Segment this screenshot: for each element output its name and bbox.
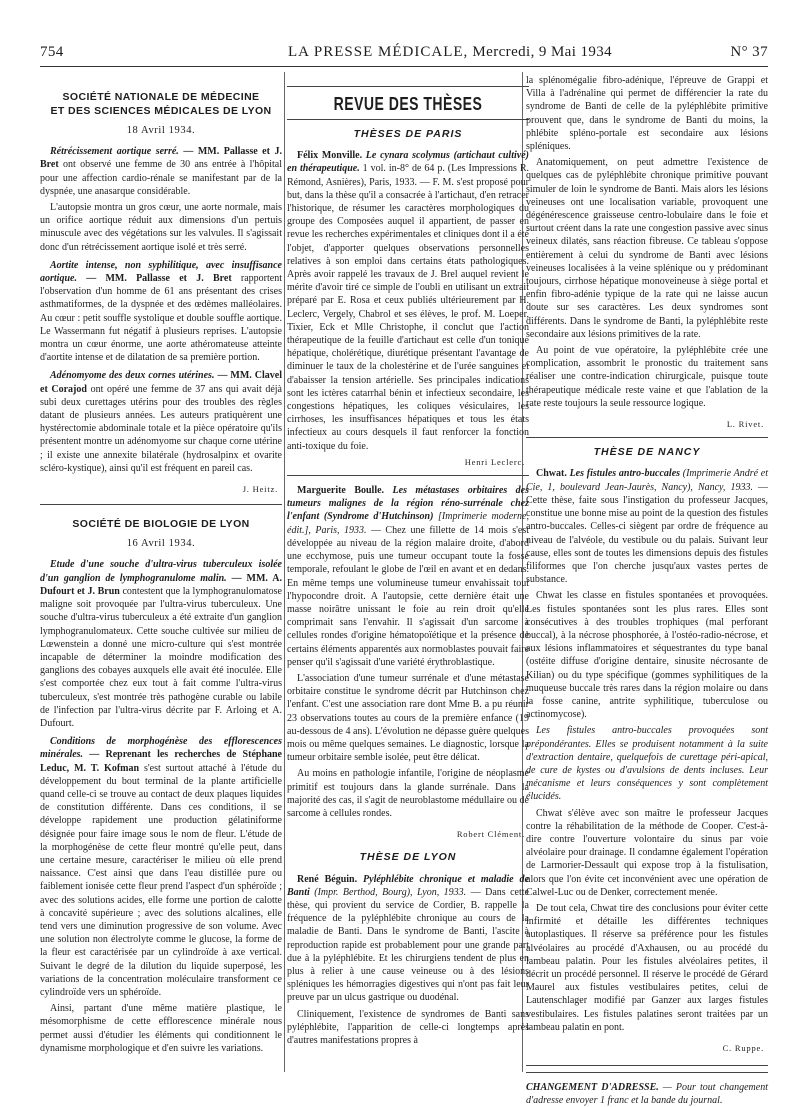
thesis-review: Marguerite Boulle. Les métastases orbitaires des tumeurs malignes de la région réno-surrénale chez l'enfant (Syndrome d'Hutchinson) [Imprimerie moderne, édit.], Paris, 1933. — Chez une fillette de 14 mois s'est développée au niveau de la région malaire droite, d'abord une ecchymose, puis une tumeur occupant toute la fosse temporale, refoulant le globe de l'œil en avant et en dedans. En même temps une volumineuse tumeur envahissait tout l'hypocondre droit. A l'autopsie, cette dernière était une masse noirâtre unissant le foie au rein droit qu'elle comprimait sans l'envahir. Il s'agissait d'un sarcome à cellules rondes d'origine hématopoïétique et la présence de certains éléments apparentés aux normoblastes pouvait faire penser qu'il s'agissait d'une variété érythroblastique. <box>287 485 530 668</box>
paragraph: L'autopsie montra un gros cœur, une aorte normale, mais un orifice aortique réduit aux dimensions d'un pertuis minuscule avec des végétations sur les valvules. Il s'agissait donc d'un rétrécissement aortique isolé et très serré. <box>40 202 282 253</box>
society-date: 18 Avril 1934. <box>126 125 196 136</box>
heading-rule-top <box>287 86 529 87</box>
paragraph: Anatomiquement, on peut admettre l'existence de quelques cas de pyléphlébite chronique primitive pouvant simuler de loin le syndrome de Banti. Mais alors les lésions veineuses ont une localisation variable, provoquent une dégénérescence graisseuse centro-lobulaire dans le foie et surtout créent dans la rate une congestion passive avec sinus veineux dilatés, sans réaction fibreuse. Ce tableau s'oppose entièrement à celui du syndrome de Banti avec lésions veineuses localisées à la veine splénique ou y prédominant toujours, cirrhose hépatique monoveineuse à siège portal et enfin fibro-adénie typique de la rate qui ne laisse aucun doute sur ses caractères. Les deux syndromes sont différents. Dans le syndrome de Banti, la pyléphlébite reste secondaire aux lésions primitives de la rate. <box>526 157 768 340</box>
review-divider <box>287 475 529 476</box>
paragraph: Ainsi, partant d'une même matière plastique, le mésomorphisme de cette efflorescence minérale nous permet aussi d'étudier les éléments qui conditionnent le dynamisme morphologique et d'en suivre les variations. <box>40 1003 282 1054</box>
notice-divider <box>526 1072 768 1073</box>
subheading-lyon: THÈSE DE LYON <box>359 851 457 864</box>
column-right <box>526 72 769 1107</box>
paragraph: Chwat s'élève avec son maître le professeur Jacques contre la réhabilitation de la méthode de Cooper. C'est-à-dire contre l'ouverture volontaire du sinus par voie alvéolaire pour drainage. Il condamne également l'opération de Larmorier-Dessault qui expose trop à la fistulisation, alors que l'on évite cet inconvénient avec une opération de Calwel-Luc ou de Denker, correctement menée. <box>526 807 768 898</box>
signature: J. Heitz. <box>242 484 278 495</box>
article: Conditions de morphogénèse des efflorescences minérales. — Reprenant les recherches de Stéphane Leduc, M. T. Kofman s'est surtout attaché à l'étude du développement du bout terminal de la plante artificielle quand celle-ci se trouve au contact de deux plaques liquides de constitution différente. Dans ces conditions, il se développe rapidement une production gélatiniforme désignée pour faire image sous le nom de fleur. L'étude de la morphogénèse de cette fleur montré qu'elle peut, dans une certaine mesure, caractériser le milieu où elle prend naissance. C'est ainsi que dans l'eau distillée pure ou faiblement ionisée cette fleur prend l'aspect d'un sphéroïde ; avec des solutions acides, elle forme une portion de calotte à concavité supérieure ; avec des solutions alcalines, elle tend vers une diminution progressive de son volume. Avec une solution non électrolyte comme le glucose, la forme de la fleur est caractérisée par un cylindroïde à axe vertical. Suivant le degré de la dilution du liquide superposé, les variations de la concentration moléculaire transforment ce cylindroïde vers un sphéroïde. <box>40 736 282 998</box>
section-divider <box>40 504 282 505</box>
paragraph: Cliniquement, l'existence de syndromes de Banti sans pyléphlébite, l'apparition de celle-ci longtemps après d'autres manifestations propres à <box>287 1008 529 1046</box>
article: Etude d'une souche d'ultra-virus tuberculeux isolée d'un ganglion de lymphogranulome malin. — MM. A. Dufourt et J. Brun contestent que la lymphogranulomatose maligne soit provoquée par l'ultra-virus tuberculeux. Une souche d'ultra-virus tuberculeux a été extraite d'un ganglion lymphogranulomateux. Cette souche cultivée sur milieu de Lœwenstein a donné une micro-culture qui s'est montrée incapable de déterminer la moindre modification des ganglions des cobayes auxquels elle avait été inoculée. Elle s'est comportée chez eux tout à fait comme l'ultra-virus tuberculeux, s'est montrée très pathogène curable ou labile de l'infection par l'ultra-virus décrite par F. Arloing et A. Dufourt. <box>40 559 283 729</box>
paragraph: la splénomégalie fibro-adénique, l'épreuve de Grappi et Villa à l'adrénaline qui permet de différencier la rate du syndrome de Banti de celle de la pyléphlébite primitive prouvent que, dans le syndrome de Banti du moins, la phlébite spléno-portale est secondaire aux lésions spléniques. <box>526 75 768 153</box>
journal-title: LA PRESSE MÉDICALE, <box>288 44 469 60</box>
signature: C. Ruppe. <box>722 1043 764 1054</box>
signature: Henri Leclerc. <box>464 456 525 467</box>
running-title <box>288 44 612 61</box>
section-heading-revue-des-theses: REVUE DES THÈSES <box>333 94 483 114</box>
society-heading-lyon-medicine: SOCIÉTÉ NATIONALE DE MÉDECINE ET DES SCIENCES MÉDICALES DE LYON <box>50 91 272 117</box>
paragraph: De tout cela, Chwat tire des conclusions pour éviter cette infirmité et détaille les différentes techniques autoplastiques. Il réserve sa préférence pour les fistules alvéolaires au procédé d'Axhausen, ou au procédé du lambeau palatin. Pour les fistules alvéolaires petites, il décrit un procédé personnel. Il réserve le procédé de Gérard Maurel aux fistules vestibulaires petites, celui de Lautenschlager modifié par Ganzer aux larges fistules vestibulaires. Les fistules palatines seront traitées par un lambeau palatin en pont. <box>526 902 768 1033</box>
paragraph: Au moins en pathologie infantile, l'origine de néoplasme primitif est toujours dans la glande surrénale. Dans la majorité des cas, il s'agit de neuroblastome médullaire ou de sarcome à cellules rondes. <box>287 768 529 819</box>
society-heading-lyon-biology: SOCIÉTÉ DE BIOLOGIE DE LYON <box>72 518 250 531</box>
subheading-nancy: THÈSE DE NANCY <box>593 446 701 459</box>
society-date: 16 Avril 1934. <box>126 538 196 550</box>
heading-rule-bottom <box>287 119 529 120</box>
paragraph: Au point de vue opératoire, la pyléphlébite crée une complication, assombrit le pronostic du traitement sans réaliser une contre-indication chirurgicale, puisque toute thérapeutique médicale reste vaine et que l'ablation de la rate reste toujours la seule ressource logique. <box>526 345 768 409</box>
paragraph: L'association d'une tumeur surrénale et d'une métastase orbitaire constitue le syndrome décrit par Hutchinson chez l'enfant. C'est une association rare dont Mme B. a pu réunir 23 observations toutes au cours de la première enfance (19 au-dessous de 4 ans). L'évolution ne dépasse guère quelques mois ou même quelques semaines. Le diagnostic, lorsque la tumeur orbitaire semble isolée, peut être délicat. <box>287 672 529 764</box>
header-rule <box>40 66 768 67</box>
review-divider <box>526 437 768 438</box>
thesis-review: René Béguin. Pyléphlébite chronique et maladie de Banti (Impr. Berthod, Bourg), Lyon, 1933. — Dans cette thèse, qui provient du service de Cordier, B. rappelle la fréquence de la pyléphlébite chronique au cours de la maladie de Banti. Dans le syndrome de Banti, l'ascite à reproduction rapide est probablement pour une grande part due à la pyléphlébite. Et les chirurgiens tendent de plus en plus à relier à une cause veineuse ou à des lésions spléniques les hémorragies digestives qui n'ont pas fait leur preuve par un ulcus gastrique ou duodénal. <box>287 873 529 1004</box>
page-header <box>40 44 768 66</box>
thesis-review: Félix Monville. Le cynara scolymus (artichaut cultivé) en thérapeutique. 1 vol. in-8° de 64 p. (Les Impressions R. Rémond, Asnières), Paris, 1933. — F. M. s'est proposé pour but, dans la thèse qu'il a consacrée à l'artichaut, d'en retracer l'historique, de résumer les caractères morphologiques du groupe des Composées auquel il appartient, de passer en revue les recherches expérimentales et cliniques dont il a été l'objet, d'apporter quelques observations personnelles relatives à son emploi dans certains états pathologiques. Après avoir rappelé les travaux de J. Brel auquel revient le mérite d'avoir tiré ce simple de l'oubli en utilisant un extrait préparé par E. Rosa et ceux publiés ultérieurement par H. Leclerc, Vergely, Chabrol et ses élèves, le prof. M. Loeper, Tixier, Eck et Mlle Christophe, il conclut que l'action thérapeutique de la feuille d'artichaut est celle d'un tonique hépatique, cholérétique, diurétique présentant l'avantage de diminuer le taux de la cholestérine et de l'urée sanguines et d'abaisser la tension artérielle. Ses principales indications sont les ictères catarrhal bénin et infectieux secondaire, les congestions hépatiques, les coliques vésiculaires, les cirrhoses, les insuffisances hépatiques et tous les états infectieux au cours desquels il faut renforcer la fonction anti-toxique du foie. <box>287 150 530 452</box>
column-rule-left <box>284 72 285 1072</box>
issue-number: N° 37 <box>730 44 768 60</box>
paragraph: Les fistules antro-buccales provoquées sont prépondérantes. Elles se produisent notamment à la suite d'extraction dentaire, quelquefois de curettage péri-apical, de cure de kystes ou d'avulsions de dents incluses. Leur mécanisme et leurs conséquences y sont complètement élucidés. <box>526 725 768 803</box>
article: Rétrécissement aortique serré. — MM. Pallasse et J. Bret ont observé une femme de 30 ans entrée à l'hôpital pour une affection cardio-rénale se manifestant par de la dyspnée, une anasarque considérable. <box>40 146 282 197</box>
issue-date: Mercredi, 9 Mai 1934 <box>472 44 613 60</box>
signature: Robert Clément. <box>456 829 525 840</box>
column-middle <box>287 72 529 1074</box>
page-number: 754 <box>40 44 64 60</box>
article: Adénomyome des deux cornes utérines. — MM. Clavel et Corajod ont opéré une femme de 37 ans qui avait déjà subi deux curettages utérins pour des troubles des règles datant de plusieurs années. Les auteurs pratiquèrent une hystérectomie abdominale totale et la pièce opératoire qu'ils présentent montre un adénomyome sur chaque corne utérine ; il existe une annexite bilatérale (hydrosalpinx et ovarite scléro-kystique), ainsi qu'il est fréquent en pareil cas. <box>40 370 283 474</box>
signature: L. Rivet. <box>726 419 764 430</box>
subheading-paris: THÈSES DE PARIS <box>353 128 463 140</box>
article: Aortite intense, non syphilitique, avec insuffisance aortique. — MM. Pallasse et J. Bret rapportent l'observation d'un homme de 61 ans présentant des crises asthmatiformes, de la dyspnée et des œdèmes malléolaires. Au cœur : petit souffle systolique et double souffle aortique. Le Wassermann fut négatif à plusieurs reprises. L'autopsie montra un cœur énorme, une aorte athéromateuse atteinte d'aortite intense et de dilatation de sa première portion. <box>40 259 282 364</box>
paragraph: Chwat les classe en fistules spontanées et provoquées. Les fistules spontanées sont les plus rares. Elles sont consécutives à des troubles trophiques (mal perforant buccal), à la nécrose phosphorée, à l'ostéo-radio-nécrose, et aux lésions inflammatoires et séquestrantes du type banal (ostéite diffuse d'origine dentaire, sinusite nécrosante de Kilian) ou du type spécifique (gommes syphilitiques de la muqueuse buccale très rares dans la région molaire ou dans la fosse canine, antrite syphilitique, tuberculose ou actinomycose). <box>526 590 768 721</box>
column-left <box>40 72 282 1074</box>
notice-divider <box>526 1065 768 1066</box>
address-change-notice: CHANGEMENT D'ADRESSE. — Pour tout changement d'adresse envoyer 1 franc et la bande du journal. <box>526 1082 768 1107</box>
thesis-review: Chwat. Les fistules antro-buccales (Imprimerie André et Cie, 1, boulevard Jean-Jaurès, Nancy), Nancy, 1933. — Cette thèse, faite sous l'instigation du professeur Jacques, constitue une bonne mise au point de la question des fistules antro-buccales. Celles-ci siègent par ordre de fréquence au niveau de l'alvéole, du vestibule ou du palais. Suivant leur cause, elles sont de toutes les dimensions depuis des fistules filiformes que l'on cherche jusqu'aux vastes pertes de substance. <box>526 468 769 586</box>
